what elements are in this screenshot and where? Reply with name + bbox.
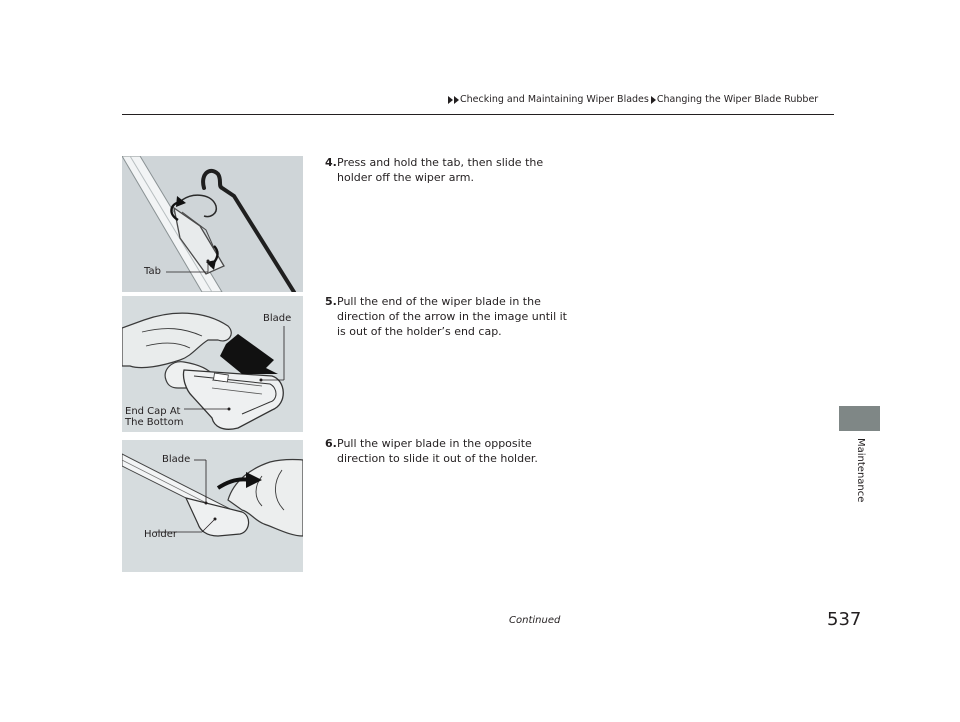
header-divider <box>122 114 834 115</box>
step-text-line: is out of the holder’s end cap. <box>337 325 502 338</box>
breadcrumb-arrow-icon <box>651 96 656 104</box>
callout-tab: Tab <box>144 266 161 277</box>
section-tab[interactable] <box>839 406 880 431</box>
callout-blade: Blade <box>263 313 292 324</box>
callout-end-cap-line1: End Cap At <box>125 406 181 417</box>
breadcrumb-arrow-icon <box>448 96 453 104</box>
figure-press-tab <box>122 156 303 292</box>
continued-label: Continued <box>509 615 561 626</box>
step-number: 6. <box>325 437 337 450</box>
page-number: 537 <box>827 609 862 630</box>
step-text-line: holder off the wiper arm. <box>337 171 474 184</box>
callout-end-cap-line2: The Bottom <box>125 417 184 428</box>
step-text-line: Pull the wiper blade in the opposite <box>337 437 532 450</box>
step-5 <box>325 294 570 339</box>
breadcrumb <box>448 94 818 105</box>
callout-holder: Holder <box>144 529 178 540</box>
breadcrumb-arrow-icon <box>454 96 459 104</box>
step-number: 4. <box>325 156 337 169</box>
breadcrumb-item[interactable]: Checking and Maintaining Wiper Blades <box>460 94 649 105</box>
step-6 <box>325 436 570 466</box>
step-text-line: direction of the arrow in the image until it <box>337 310 567 323</box>
step-4 <box>325 155 570 185</box>
step-text-line: Press and hold the tab, then slide the <box>337 156 544 169</box>
step-text-line: Pull the end of the wiper blade in the <box>337 295 541 308</box>
breadcrumb-item[interactable]: Changing the Wiper Blade Rubber <box>656 94 819 105</box>
callout-blade: Blade <box>162 454 191 465</box>
step-number: 5. <box>325 295 337 308</box>
figure-pull-blade-end <box>122 296 303 432</box>
figure-slide-blade-out <box>122 440 303 572</box>
section-label: Maintenance <box>855 438 866 503</box>
step-text-line: direction to slide it out of the holder. <box>337 452 538 465</box>
slide-blade-illustration <box>122 440 303 572</box>
